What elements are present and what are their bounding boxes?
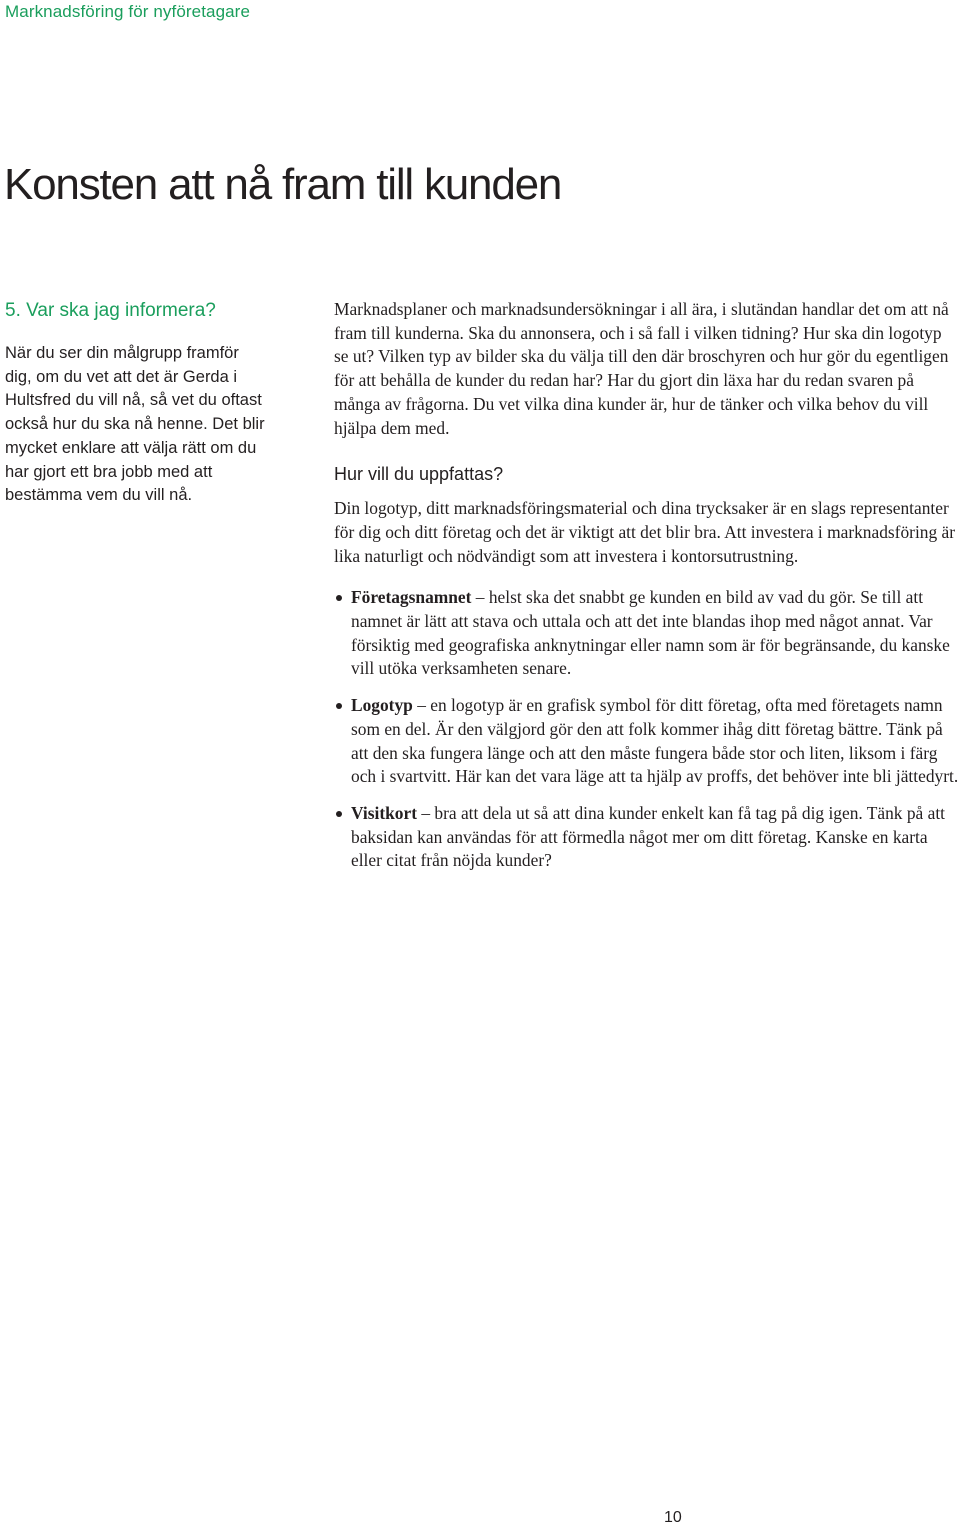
bullet-dot-icon (336, 595, 342, 601)
body-paragraph: Din logotyp, ditt marknadsföringsmaterial och dina trycksaker är en slags representanter för dig och ditt företag och det är viktigt att det blir bra. Att investera i marknadsföring är lika naturligt och nödvändigt som att investera i kontorsutrustning. (334, 498, 956, 566)
intro-paragraph: Marknadsplaner och marknadsundersökningar i all ära, i slutändan handlar det om att nå fram till kunderna. Ska du annonsera, och i så fall i vilken tidning? Hur ska din logotyp se ut? Vilken typ av bilder ska du välja till den där broschyren och hur gör du egentligen för att behålla de kunder du redan har? Har du gjort din läxa har du redan svaren på många av frågorna. Du vet vilka dina kunder är, hur de tänker och vilka behov du vill hjälpa dem med. (334, 299, 949, 438)
sidebar-heading: 5. Var ska jag informera? (5, 300, 216, 321)
bullet-list (334, 586, 960, 873)
sidebar-text: När du ser din målgrupp framför dig, om du vet att det är Gerda i Hultsfred du vill nå, så vet du oftast också hur du ska nå henne. Det blir mycket enklare att välja rätt om du har gjort ett bra jobb med att bestämma vem du vill nå. (5, 344, 265, 505)
bullet-item (334, 694, 960, 789)
running-header: Marknadsföring för nyföretagare (5, 2, 251, 21)
bullet-item (334, 802, 960, 873)
bullet-term: Logotyp (351, 695, 413, 716)
page-number: 10 (664, 1509, 682, 1526)
section-subheading: Hur vill du uppfattas? (334, 464, 504, 485)
bullet-text: – helst ska det snabbt ge kunden en bild av vad du gör. Se till att namnet är lätt att stava och uttala och att det inte blandas ihop med något annat. Var försiktig med geografiska anknytningar eller namn som är för begränsande, du kanske vill utöka verksamheten senare. (351, 587, 950, 679)
main-content (334, 298, 960, 886)
bullet-term: Visitkort (351, 802, 418, 823)
bullet-item (334, 586, 960, 681)
bullet-dot-icon (336, 811, 342, 817)
page-title: Konsten att nå fram till kunden (4, 160, 562, 209)
bullet-term: Företagsnamnet (351, 587, 472, 608)
bullet-text: – bra att dela ut så att dina kunder enkelt kan få tag på dig igen. Tänk på att baksidan kan användas för att förmedla något mer om ditt företag. Kanske en karta eller citat från nöjda kunder? (351, 802, 945, 871)
sidebar (5, 298, 267, 508)
bullet-dot-icon (336, 703, 342, 709)
bullet-text: – en logotyp är en grafisk symbol för ditt företag, ofta med företagets namn som en del. Är den välgjord gör den att folk kommer ihåg ditt företag bättre. Tänk på att den ska fungera länge och att den måste fungera både stor och liten, liksom i färg och i svartvitt. Här kan det vara läge att ta hjälp av proffs, det behöver inte bli jättedyrt. (351, 695, 959, 787)
